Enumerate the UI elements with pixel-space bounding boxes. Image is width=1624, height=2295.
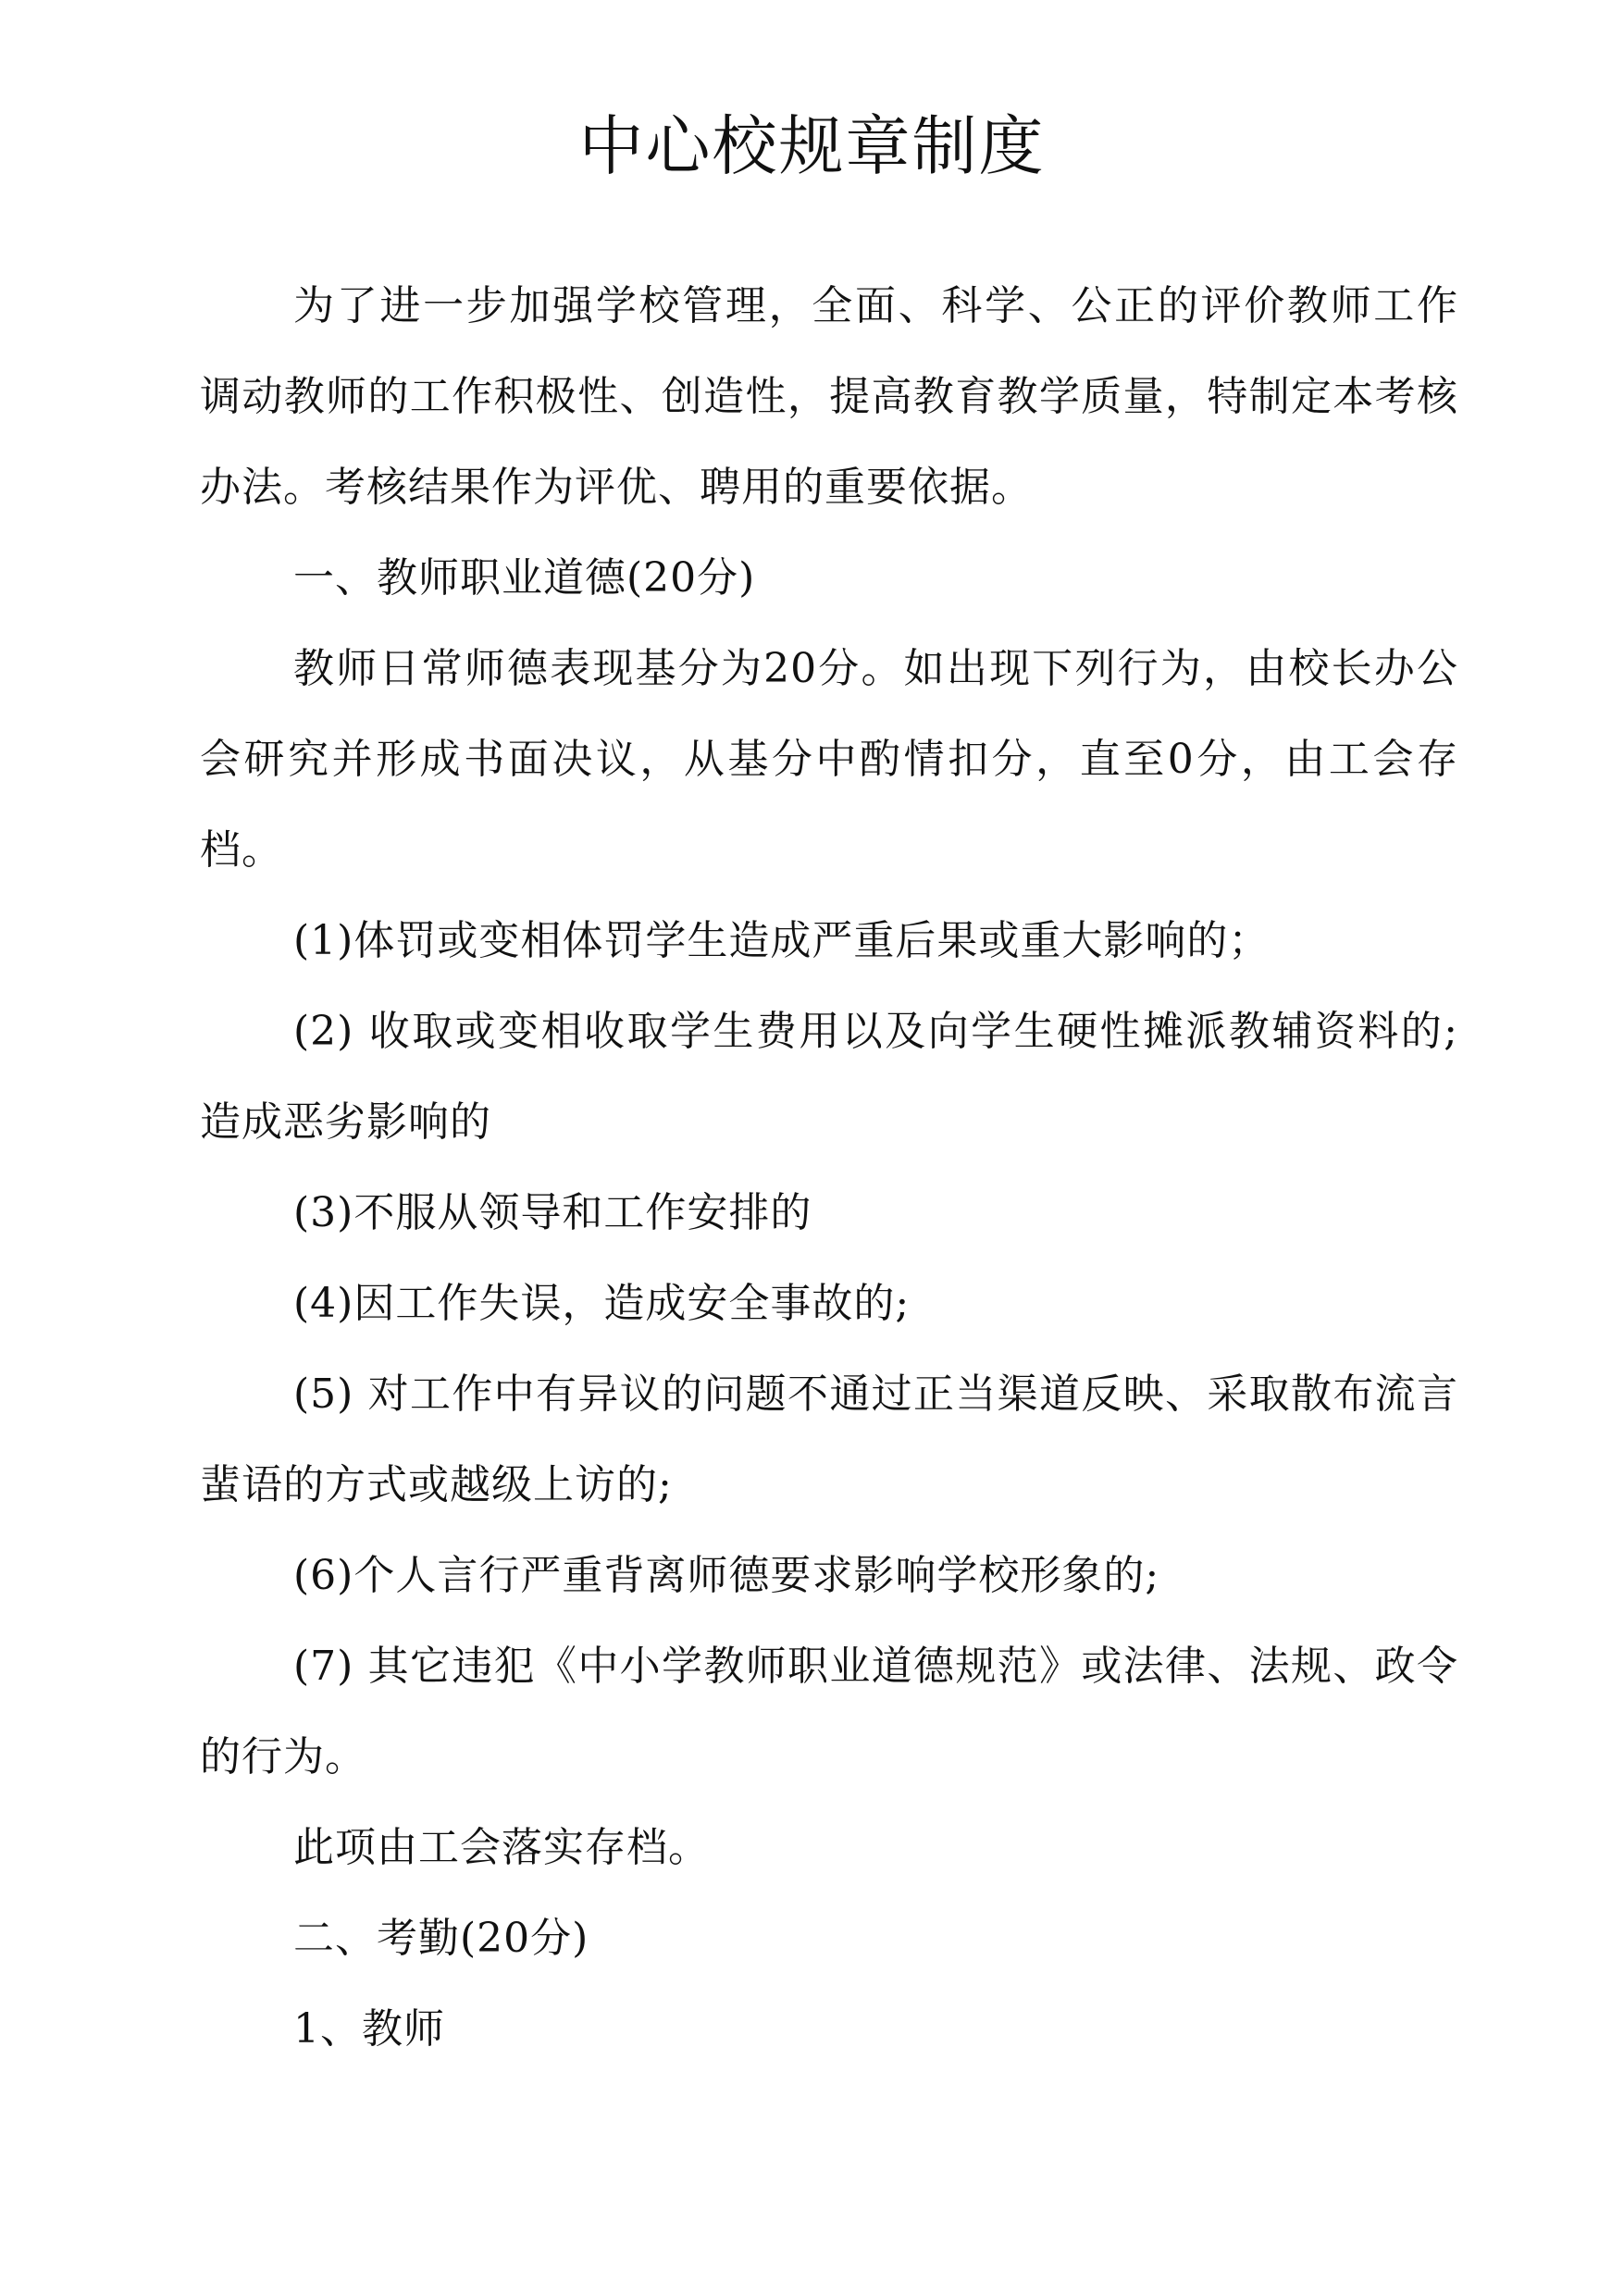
- document-body: [200, 261, 1458, 2075]
- list-item-5: (5) 对工作中有异议的问题不通过正当渠道反映、采取散布流言蜚语的方式或越级上访的;: [200, 1371, 1458, 1508]
- list-item-3: (3)不服从领导和工作安排的: [293, 1189, 812, 1236]
- section-heading-ethics: 一、教师职业道德(20分): [293, 554, 756, 602]
- document-title: 中心校规章制度: [578, 108, 1046, 184]
- subsection-heading-teachers: 1、教师: [293, 2005, 445, 2053]
- list-item-7: (7) 其它违犯《中小学教师职业道德规范》或法律、法规、政令的行为。: [200, 1643, 1458, 1780]
- ethics-base-score-paragraph: 教师日常师德表现基分为20分。如出现下列行为，由校长办公会研究并形成书面决议，从基分中酌情扣分，直至0分，由工会存档。: [200, 645, 1458, 874]
- list-item-4: (4)因工作失误，造成安全事故的;: [293, 1280, 911, 1327]
- section-heading-attendance: 二、考勤(20分): [293, 1915, 589, 1962]
- list-item-6: (6)个人言行严重背离师德要求影响学校形象的;: [293, 1552, 1160, 1599]
- list-item-2: (2) 收取或变相收取学生费用以及向学生硬性摊派教辅资料的;造成恶劣影响的: [200, 1008, 1458, 1146]
- archive-note: 此项由工会落实存档。: [293, 1824, 710, 1871]
- list-item-1: (1)体罚或变相体罚学生造成严重后果或重大影响的；: [293, 917, 1271, 964]
- intro-paragraph: 为了进一步加强学校管理，全面、科学、公正的评价教师工作调动教师的工作积极性、创造性，提高教育教学质量，特制定本考核办法。考核结果作为评优、聘用的重要依据。: [200, 282, 1458, 511]
